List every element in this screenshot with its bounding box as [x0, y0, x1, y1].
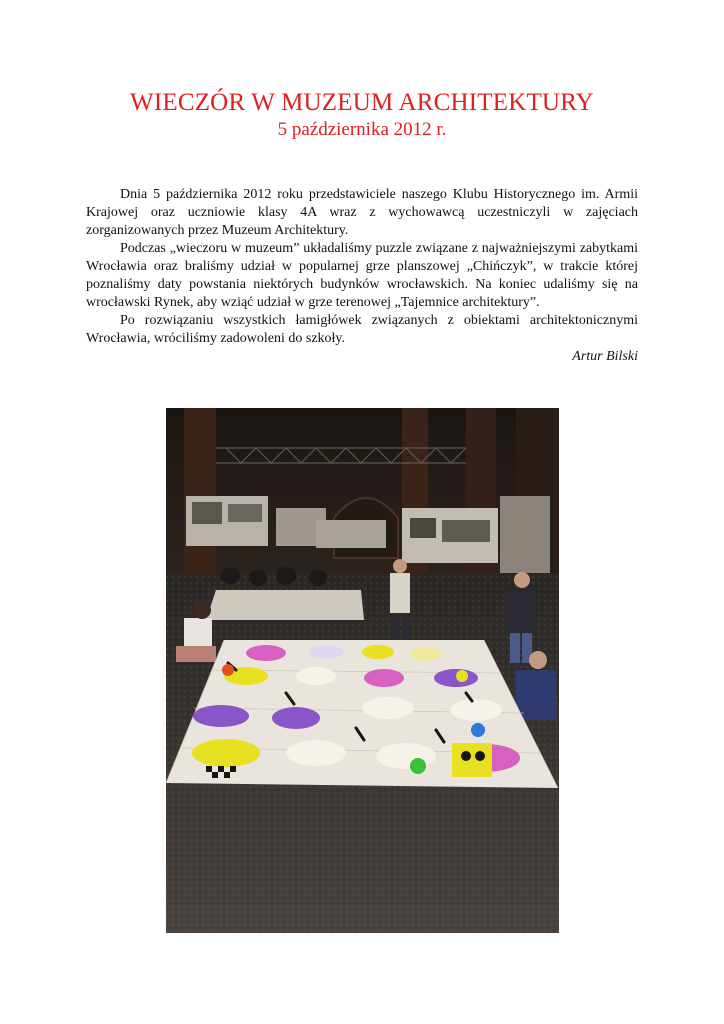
event-photo-illustration [166, 408, 559, 933]
document-title: WIECZÓR W MUZEUM ARCHITEKTURY [130, 89, 594, 116]
paragraph-3: Po rozwiązaniu wszystkich łamigłówek związanych z obiektami architektonicznymi Wrocławia, wróciliśmy zadowoleni do szkoły. [86, 313, 638, 346]
paragraph-2: Podczas „wieczoru w muzeum” układaliśmy puzzle związane z najważniejszymi zabytkami Wrocławia oraz braliśmy udział w popularnej grze planszowej „Chińczyk”, w trakcie której poznaliśmy daty powstania niektórych budynków wrocławskich. Na koniec udaliśmy się na wrocławski Rynek, aby wziąć udział w grze terenowej „Tajemnice architektury”. [86, 241, 638, 310]
paragraph-1: Dnia 5 października 2012 roku przedstawiciele naszego Klubu Historycznego im. Armii Krajowej oraz uczniowie klasy 4A wraz z wychowawcą uczestniczyli w zajęciach zorganizowanych przez Muzeum Architektury. [86, 187, 638, 238]
document-date: 5 października 2012 r. [277, 119, 447, 140]
article-body [86, 186, 638, 366]
author-signature: Artur Bilski [572, 349, 638, 364]
event-photo [166, 408, 559, 933]
